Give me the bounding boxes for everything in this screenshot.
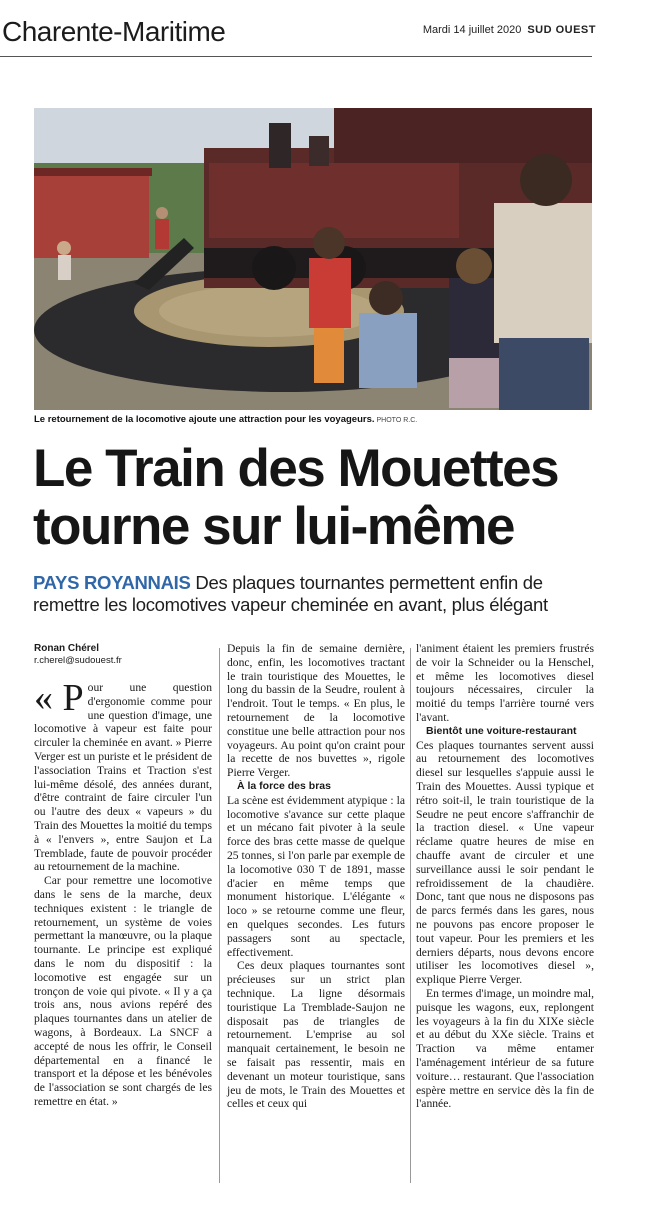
paragraph-7: Ces plaques tournantes servent aussi au retournement des locomotives diesel sur lesquelles s'appuie aussi le Train des Mouettes. Aussi typique et rétro soit-il, le train touristique de la Seudre ne peut encore s'affranchir de la traction diesel. « Une vapeur réclame quatre heures de mise en chauffe avant de circuler et une surveillance aussi le soir pendant le refroidissement de la chaudière. Donc, tant que nous ne disposons pas de parcs fermés dans les gares, nous ne pouvons pas encore proposer le tout vapeur. Pour les premiers et les derniers départs, nous devons encore utiliser les locomotives diesel », explique Pierre Verger. — [416, 738, 594, 987]
header-rule — [0, 56, 592, 57]
article-column-1 — [34, 642, 212, 1109]
dropcap: « P — [34, 677, 84, 719]
locomotive-turntable-photo — [34, 108, 592, 410]
article-deck — [33, 572, 603, 616]
page-header — [0, 0, 600, 56]
section-title: Charente-Maritime — [2, 16, 226, 47]
article-photo — [34, 108, 592, 410]
paragraph-1 — [34, 677, 212, 874]
photo-caption — [34, 414, 592, 425]
paragraph-6: l'animent étaient les premiers frustrés de voir la Schneider ou la Henschel, et même les locomotives diesel toujours nécessaires, circuler la moitié du temps l'arrière tourné vers l'avant. — [416, 642, 594, 724]
photo-credit: PHOTO R.C. — [376, 417, 418, 424]
paragraph-8: En termes d'image, un moindre mal, puisque les wagons, eux, replongent les voyageurs à la fin du XIXe siècle et au début du XXe siècle. Trains et Traction va même entamer l'aménagement intérieur de sa future voiture… restaurant. Que l'association espère mettre en service dès la fin de l'année. — [416, 986, 594, 1111]
masthead-logo: SUD OUEST — [527, 24, 596, 36]
author-name: Ronan Chérel — [34, 643, 100, 654]
issue-date: Mardi 14 juillet 2020 — [422, 24, 522, 36]
author-email[interactable]: r.cherel@sudouest.fr — [34, 655, 122, 666]
caption-text: Le retournement de la locomotive ajoute une attraction pour les voyageurs. — [34, 414, 375, 425]
article-headline: Le Train des Mouettes tourne sur lui-même — [33, 439, 559, 556]
column-divider — [219, 648, 220, 1183]
article-column-2 — [227, 642, 405, 1111]
deck-text: Des plaques tournantes permettent enfin de remettre les locomotives vapeur cheminée en avant, plus élégant — [33, 572, 548, 615]
paragraph-5: Ces deux plaques tournantes sont précieuses sur un strict plan technique. La ligne désormais touristique La Tremblade-Saujon ne disposait pas de triangles de retournement. L'emprise au sol manquait certainement, le besoin ne se faisait pas ressentir, mais en devenant un moteur touristique, sans jeu de mots, le Train des Mouettes et celles et ceux qui — [227, 959, 405, 1111]
paragraph-2: Car pour remettre une locomotive dans le sens de la marche, deux techniques existent : le triangle de retournement, un système de voies permettant la manœuvre, ou la plaque tournante. Le principe est expliqué dans le nom du dispositif : la locomotive est engagée sur un tronçon de voie qui pivote. « Il y a ça trois ans, nous avions repéré des plaques tournantes dans un atelier de wagons, à Bordeaux. La SNCF a accepté de nous les offrir, le Conseil départemental en a financé le transport et la dépose et les bénévoles de l'association se sont chargés de les remettre en état. » — [34, 874, 212, 1108]
article-column-3 — [416, 642, 594, 1111]
paragraph-3: Depuis la fin de semaine dernière, donc, enfin, les locomotives tractant le train touristique des Mouettes, le long du bassin de la Seudre, roulent à l'endroit. Tout le temps. « En plus, le retournement de la locomotive constitue une belle attraction pour nos voyageurs. Au point qu'on craint pour la recette de nos buvettes », rigole Pierre Verger. — [227, 642, 405, 780]
paragraph-4: La scène est évidemment atypique : la locomotive s'avance sur cette plaque et un mécano fait pivoter à la seule force des bras cette masse de quelque 25 tonnes, si l'on parle par exemple de la locomotive 030 T de 1891, masse d'acier en même temps que monument historique. L'élégante « loco » se retourne comme une fleur, en quelques secondes. Les futurs passagers sont au spectacle, effectivement. — [227, 793, 405, 959]
subheading-force: À la force des bras — [237, 779, 331, 792]
location-kicker: PAYS ROYANNAIS — [33, 572, 191, 593]
column-divider — [410, 648, 411, 1183]
paragraph-1-text: our une question d'ergonomie comme pour une question d'image, une locomotive à vapeur est faite pour circuler la cheminée en avant. » Pierre Verger est un puriste et le président de l'association Trains et Traction s'est lui-même désolé, des années durant, d'être contraint de faire circuler l'un ou l'autre des deux « vapeurs » du Train des Mouettes la moitié du temps à « l'envers », entre Saujon et La Tremblade, faute de pouvoir procéder au retournement de la machine. — [34, 681, 212, 874]
dateline — [423, 24, 596, 36]
subheading-restaurant: Bientôt une voiture-restaurant — [426, 724, 577, 737]
